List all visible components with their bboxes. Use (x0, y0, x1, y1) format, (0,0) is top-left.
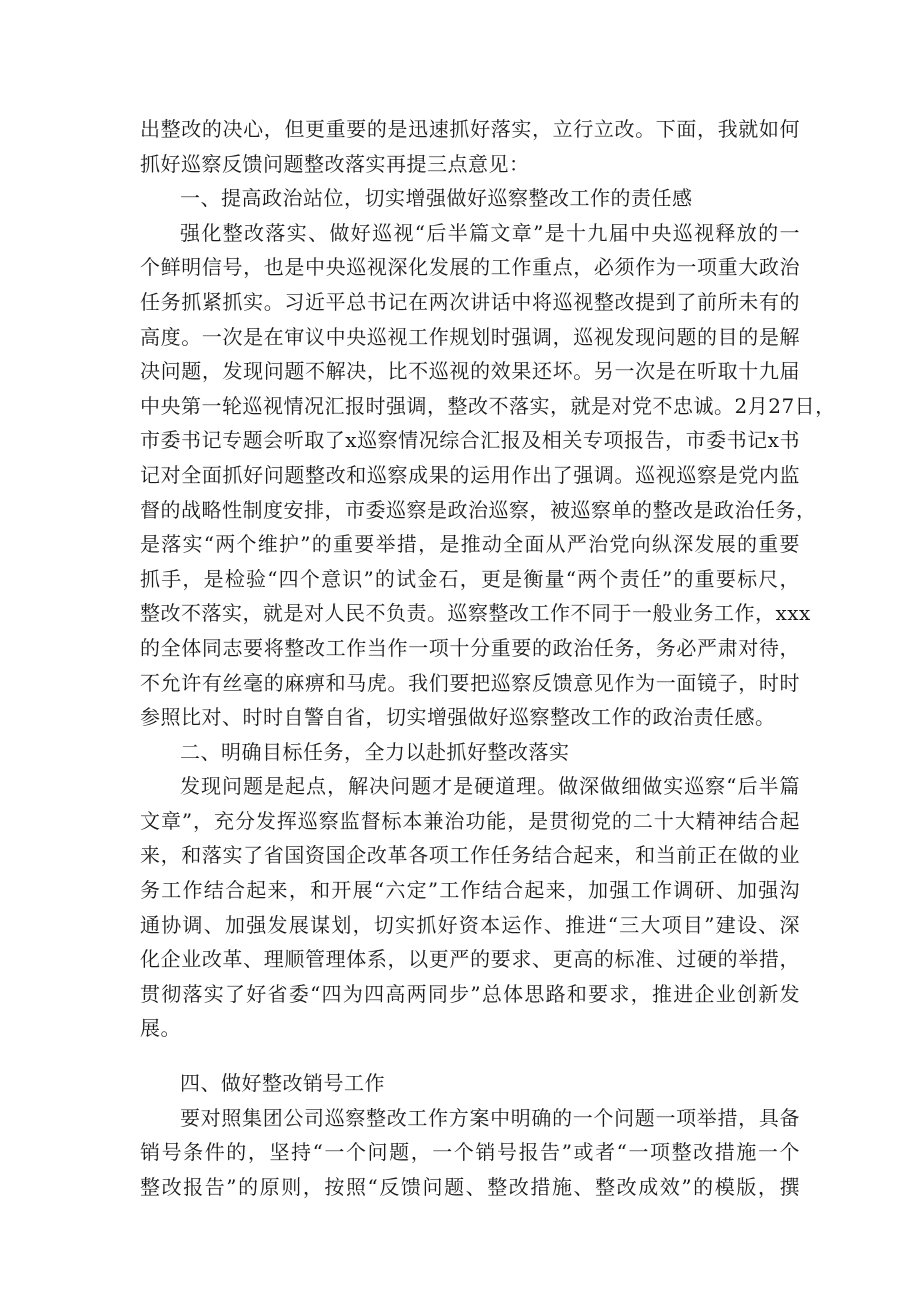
paragraph-line: 发现问题是起点，解决问题才是硬道理。做深做细做实巡察“后半篇 (180, 774, 800, 799)
paragraph-line: 的全体同志要将整改工作当作一项十分重要的政治任务，务必严肃对待， (140, 635, 800, 660)
paragraph-line: 贯彻落实了好省委“四为四高两同步”总体思路和要求，推进企业创新发 (140, 981, 800, 1006)
section-heading-1: 一、提高政治站位，切实增强做好巡察整改工作的责任感 (180, 186, 693, 211)
paragraph-line: 参照比对、时时自警自省，切实增强做好巡察整改工作的政治责任感。 (140, 705, 776, 730)
paragraph-line: 销号条件的，坚持“一个问题，一个销号报告”或者“一项整改措施一个 (140, 1140, 800, 1165)
paragraph-line: 督的战略性制度安排，市委巡察是政治巡察，被巡察单的整改是政治任务， (140, 497, 817, 522)
paragraph-line: 务工作结合起来，和开展“六定”工作结合起来，加强工作调研、加强沟 (140, 878, 800, 903)
paragraph-line: 决问题，发现问题不解决，比不巡视的效果还坏。另一次是在听取十九届 (140, 359, 800, 384)
document-body (140, 112, 836, 1204)
paragraph-line: 文章”，充分发挥巡察监督标本兼治功能，是贯彻党的二十大精神结合起 (140, 808, 800, 833)
paragraph-line: 通协调、加强发展谋划，切实抓好资本运作、推进“三大项目”建设、深 (140, 912, 800, 937)
section-heading-4: 四、做好整改销号工作 (180, 1071, 385, 1096)
paragraph-line: 出整改的决心，但更重要的是迅速抓好落实，立行立改。下面，我就如何 (140, 117, 800, 141)
paragraph-line: 中央第一轮巡视情况汇报时强调，整改不落实，就是对党不忠诚。2月27日， (140, 393, 836, 418)
paragraph-line: 来，和落实了省国资国企改革各项工作任务结合起来，和当前正在做的业 (140, 843, 800, 868)
paragraph-line: 任务抓紧抓实。习近平总书记在两次讲话中将巡视整改提到了前所未有的 (140, 289, 800, 314)
paragraph-line: 个鲜明信号，也是中央巡视深化发展的工作重点，必须作为一项重大政治 (140, 255, 800, 280)
paragraph-line: 是落实“两个维护”的重要举措，是推动全面从严治党向纵深发展的重要 (140, 532, 800, 557)
paragraph-line: 抓好巡察反馈问题整改落实再提三点意见： (140, 151, 530, 176)
paragraph-line: 市委书记专题会听取了x巡察情况综合汇报及相关专项报告，市委书记x书 (140, 428, 800, 453)
paragraph-line: 化企业改革、理顺管理体系，以更严的要求、更高的标准、过硬的举措， (140, 947, 800, 972)
paragraph-line: 高度。一次是在审议中央巡视工作规划时强调，巡视发现问题的目的是解 (140, 324, 800, 349)
section-spacer (140, 1046, 800, 1066)
paragraph-line: 要对照集团公司巡察整改工作方案中明确的一个问题一项举措，具备 (180, 1105, 800, 1130)
paragraph-line: 强化整改落实、做好巡视“后半篇文章”是十九届中央巡视释放的一 (180, 220, 800, 245)
paragraph-line: 整改报告”的原则，按照“反馈问题、整改措施、整改成效”的模版，撰 (140, 1174, 800, 1199)
paragraph-line: 整改不落实，就是对人民不负责。巡察整改工作不同于一般业务工作，xxx (140, 601, 811, 626)
section-heading-2: 二、明确目标任务，全力以赴抓好整改落实 (180, 739, 570, 764)
paragraph-line: 展。 (140, 1016, 181, 1041)
paragraph-line: 记对全面抓好问题整改和巡察成果的运用作出了强调。巡视巡察是党内监 (140, 462, 800, 487)
paragraph-line: 抓手，是检验“四个意识”的试金石，更是衡量“两个责任”的重要标尺， (140, 566, 800, 591)
paragraph-line: 不允许有丝毫的麻痹和马虎。我们要把巡察反馈意见作为一面镜子，时时 (140, 670, 800, 695)
